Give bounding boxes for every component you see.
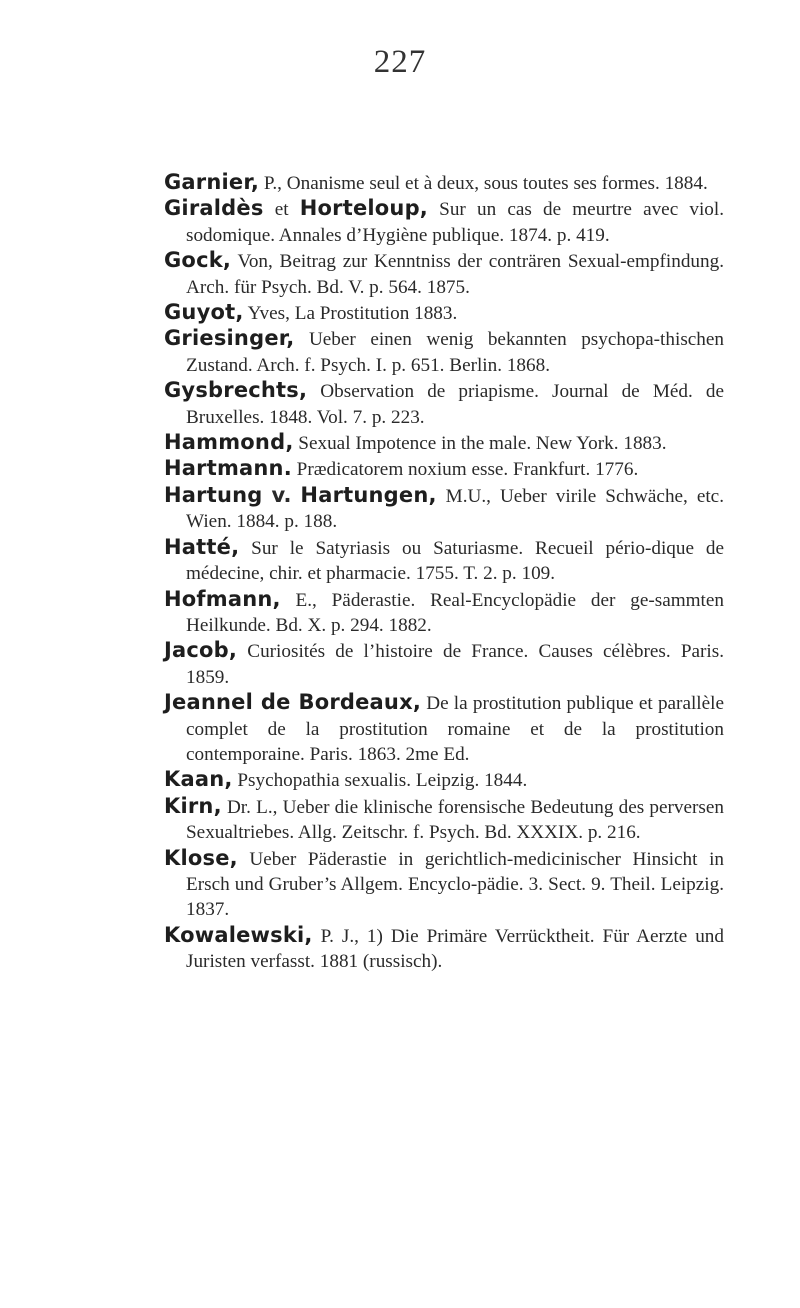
entry-connector: et [274,199,289,221]
entry-text: Sur un cas de meurtre avec viol. sodomique. Annales d’Hygiène publique. 1874. p. 419. [186,199,725,246]
entry-author: Gysbrechts, [164,378,308,403]
entry-text: Ueber einen wenig bekannten psychopa-thischen Zustand. Arch. f. Psych. I. p. 651. Berlin. 1868. [186,329,725,376]
entry-author: Hammond, [164,430,294,455]
entry-author: Hartung [164,482,263,507]
entry-text: P., Onanisme seul et à deux, sous toutes ses formes. 1884. [263,173,708,194]
entry-text: M.U., Ueber virile Schwäche, etc. Wien. 1884. p. 188. [186,485,724,533]
entry-author: Klose, [164,845,238,870]
entry-author: Jeannel de Bordeaux, [164,690,421,715]
entry-author: Griesinger, [164,326,295,351]
bibliography-entry [164,378,724,430]
entry-text: P. J., 1) Die Primäre Verrücktheit. Für Aerzte und Juristen verfasst. 1881 (russisch). [186,925,724,973]
bibliography-entry [164,326,724,378]
bibliography-entry [164,170,724,196]
bibliography-entry [164,483,724,535]
entry-author: Giraldès [164,196,264,221]
bibliography-entry [164,794,724,846]
entry-text: Psychopathia sexualis. Leipzig. 1844. [237,770,528,792]
entry-author: Jacob, [164,638,238,663]
entry-text: Sexual Impotence in the male. New York. 1883. [298,433,667,455]
bibliography-entry [164,300,724,326]
bibliography-entry [164,430,724,456]
page-number: 227 [373,44,427,80]
entry-text: Prædicatorem noxium esse. Frankfurt. 1776. [296,459,639,481]
entry-text: Dr. L., Ueber die klinische forensische Bedeutung des perversen Sexualtriebes. Allg. Zeitschr. f. Psych. Bd. XXXIX. p. 216. [186,796,724,844]
bibliography-entry [164,587,724,639]
entry-author: Kowalewski, [164,922,313,947]
bibliography-entry [164,456,724,482]
entry-text: Observation de priapisme. Journal de Méd. de Bruxelles. 1848. Vol. 7. p. 223. [186,381,725,428]
bibliography-entry [164,767,724,793]
bibliography-entry [164,690,724,767]
bibliography-list [164,170,724,975]
entry-text: E., Päderastie. Real-Encyclopädie der ge-sammten Heilkunde. Bd. X. p. 294. 1882. [186,589,725,636]
entry-author: Hatté, [164,534,240,559]
entry-author: Hofmann, [164,586,281,611]
entry-author: Gock, [164,248,232,273]
entry-author: Garnier, [164,170,260,194]
bibliography-entry [164,196,724,248]
bibliography-entry [164,638,724,690]
entry-text: Ueber Päderastie in gerichtlich-medicinischer Hinsicht in Ersch und Gruber’s Allgem. Encyclo-pädie. 3. Sect. 9. Theil. Leipzig. 1837. [186,848,724,921]
entry-text: Sur le Satyriasis ou Saturiasme. Recueil pério-dique de médecine, chir. et pharmacie. 1755. T. 2. p. 109. [186,537,724,585]
entry-text: De la prostitution publique et parallèle complet de la prostitution romaine et de la prostitution contemporaine. Paris. 1863. 2me Ed. [186,693,724,765]
entry-text: Curiosités de l’histoire de France. Causes célèbres. Paris. 1859. [186,641,724,688]
entry-author-second: Horteloup, [299,196,428,221]
entry-author-second: Hartungen, [300,482,437,507]
entry-author: Guyot, [164,300,244,325]
bibliography-entry [164,535,724,587]
entry-author: Kaan, [164,767,233,792]
entry-text: Yves, La Prostitution 1883. [247,303,458,325]
entry-author: Hartmann. [164,456,292,481]
bibliography-entry [164,923,724,975]
entry-connector: v. [271,482,292,507]
entry-author: Kirn, [164,793,222,818]
bibliography-entry [164,846,724,923]
bibliography-entry [164,248,724,300]
entry-text: Von, Beitrag zur Kenntniss der conträren Sexual-empfindung. Arch. für Psych. Bd. V. p. 564. 1875. [186,251,724,298]
